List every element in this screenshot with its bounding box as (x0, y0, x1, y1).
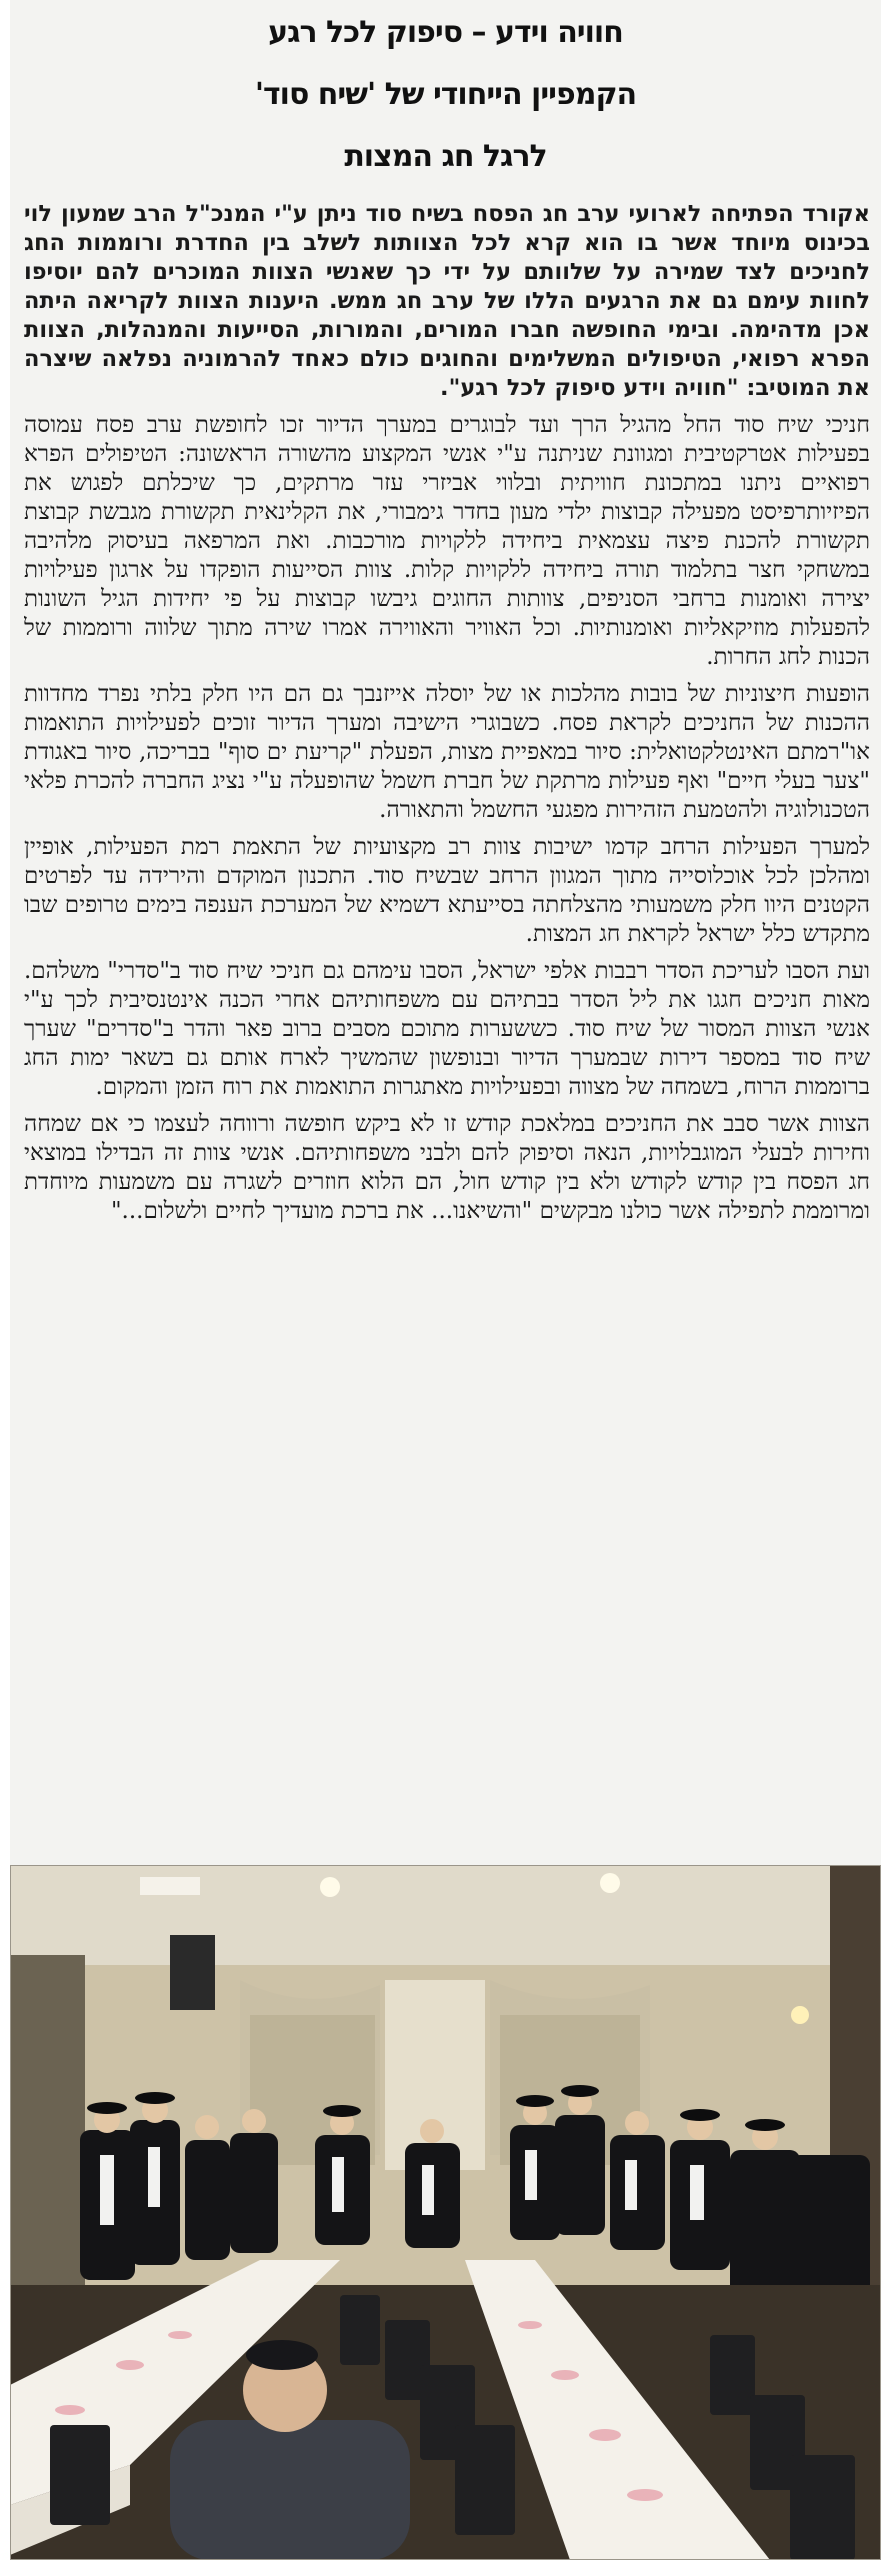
speaker-icon (170, 1935, 215, 2010)
body-paragraph-3: למערך הפעילות הרחב קדמו ישיבות צוות רב מקצועיות של התאמת רמת הפעילות, אופיין ומהלכן לכל אוכלוסייה מתוך המגוון הרחב שבשיח סוד. התכנון המוקדם והירידה עד לפרטים הקטנים היוו חלק משמעותי מהצלחתה בסייעתא דשמיא של המערכת הענפה בימים טרופים שבו מתקדש כלל ישראל לקראת חג המצות. (24, 834, 870, 947)
event-photo (10, 1865, 881, 2560)
headline-line-3: לרגל חג המצות (344, 139, 547, 174)
body-paragraph-4: ועת הסבו לעריכת הסדר רבבות אלפי ישראל, הסבו עימהם גם חניכי שיח סוד ב"סדרי" משלהם. מאות חניכים חגגו את ליל הסדר בבתיהם עם משפחותיהם אחרי הכנה אינטנסיבית לכך ע"י אנשי הצוות המסור של שיח סוד. כששערות מתוכם מסבים ברוב פאר והדר ב"סדרים" שערך שיח סוד במספר דירות שבמערך הדיור ובנופשון שהמשיך לארח אותם גם בשאר ימות החג ברוממות הרוח, בשמחה של מצווה ובפעילויות מאתגרות התואמות את רוח הזמן והמקום. (24, 958, 870, 1100)
headline-line-1: חוויה וידע – סיפוק לכל רגע (268, 15, 623, 50)
body-paragraph-1: חניכי שיח סוד החל מהגיל הרך ועד לבוגרים במערך הדיור זכו לחופשת ערב פסח עמוסה בפעילות אטרקטיבית ומגוונת שניתנה ע"י אנשי המקצוע מהשורה הראשונה: הטיפולים הפרא רפואיים ניתנו במתכונת חוויתית ובלווי אביזרי עזר מרתקים, כך שיכלתם לפגוש את הפיזיותרפיסט מפעילה קבוצות ילדי מעון בחדר גימבורי, את הקלינאית תקשורת מגבשת קבוצת תקשורת להכנת פיצה עצמאית ביחידה ללקויות מורכבות. ואת המרפאה בעיסוק מלהיבה במשחקי חצר בתלמוד תורה ביחידה ללקויות קלות. צוות הסייעות הופקדו על ארגון פעילויות יצירה ואומנות ברחבי הסניפים, צוותות החוגים גיבשו קבוצות על פי יחידות הגיל השונות להפעלות מוזיקאליות ואומנותיות. וכל האוויר והאווירה אמרו שירה מתוך שלווה ורוממות של הכנות לחג החרות. (24, 412, 870, 670)
article-body (24, 200, 870, 1865)
article-headline (10, 0, 881, 200)
newspaper-clipping (10, 0, 881, 2560)
banquet-hall-photo (10, 1865, 881, 2560)
headline-line-2: הקמפיין הייחודי של 'שיח סוד' (254, 77, 637, 112)
body-paragraph-2: הופעות חיצוניות של בובות מהלכות או של יוסלה אייזנבך גם הם היו חלק בלתי נפרד מחדוות ההכנות של החניכים לקראת פסח. כשבוגרי הישיבה ומערך הדיור זוכים לפעילויות התואמות או"רמתם האינטלקטואלית: סיור במאפיית מצות, הפעלת "קריעת ים סוף" בבריכה, סיור באגודת "צער בעלי חיים" ואף פעילות מרתקת של חברת חשמל שהופעלה ע"י נציג החברה להכרת פלאי הטכנולוגיה ולהטמעת הזהירות מפגעי החשמל והתאורה. (24, 681, 870, 823)
lead-paragraph: אקורד הפתיחה לארועי ערב חג הפסח בשיח סוד ניתן ע"י המנכ"ל הרב שמעון לוי בכינוס מיוחד אשר בו הוא קרא לכל הצוותות לשלב בין החדרת ורוממות החג לחניכים לצד שמירה על שלוותם על ידי כך שאנשי הצוות המוכרים להם יוסיפו לחוות עימם גם את הרגעים הללו של ערב חג ממש. היענות הצוות לקריאה היתה אכן מדהימה. ובימי החופשה חברו המורים, והמורות, הסייעות והמנהלות, הצוות הפרא רפואי, הטיפולים המשלימים והחוגים כולם כאחד להרמוניה נפלאה שיצרה את המוטיב: "חוויה וידע סיפוק לכל רגע". (24, 201, 870, 401)
body-paragraph-5: הצוות אשר סבב את החניכים במלאכת קודש זו לא ביקש חופשה ורווחה לעצמו כי אם שמחה וחירות לבעלי המוגבלויות, הנאה וסיפוק להם ולבני משפחותיהם. אנשי צוות זה הבדילו במוצאי חג הפסח בין קודש לקודש ולא בין קודש חול, הם הלוא חוזרים לשגרה עם משמעות מיוחדת ומרוממת לתפילה אשר כולנו מבקשים "והשיאנו... את ברכת מועדיך לחיים ולשלום..." (24, 1111, 870, 1224)
